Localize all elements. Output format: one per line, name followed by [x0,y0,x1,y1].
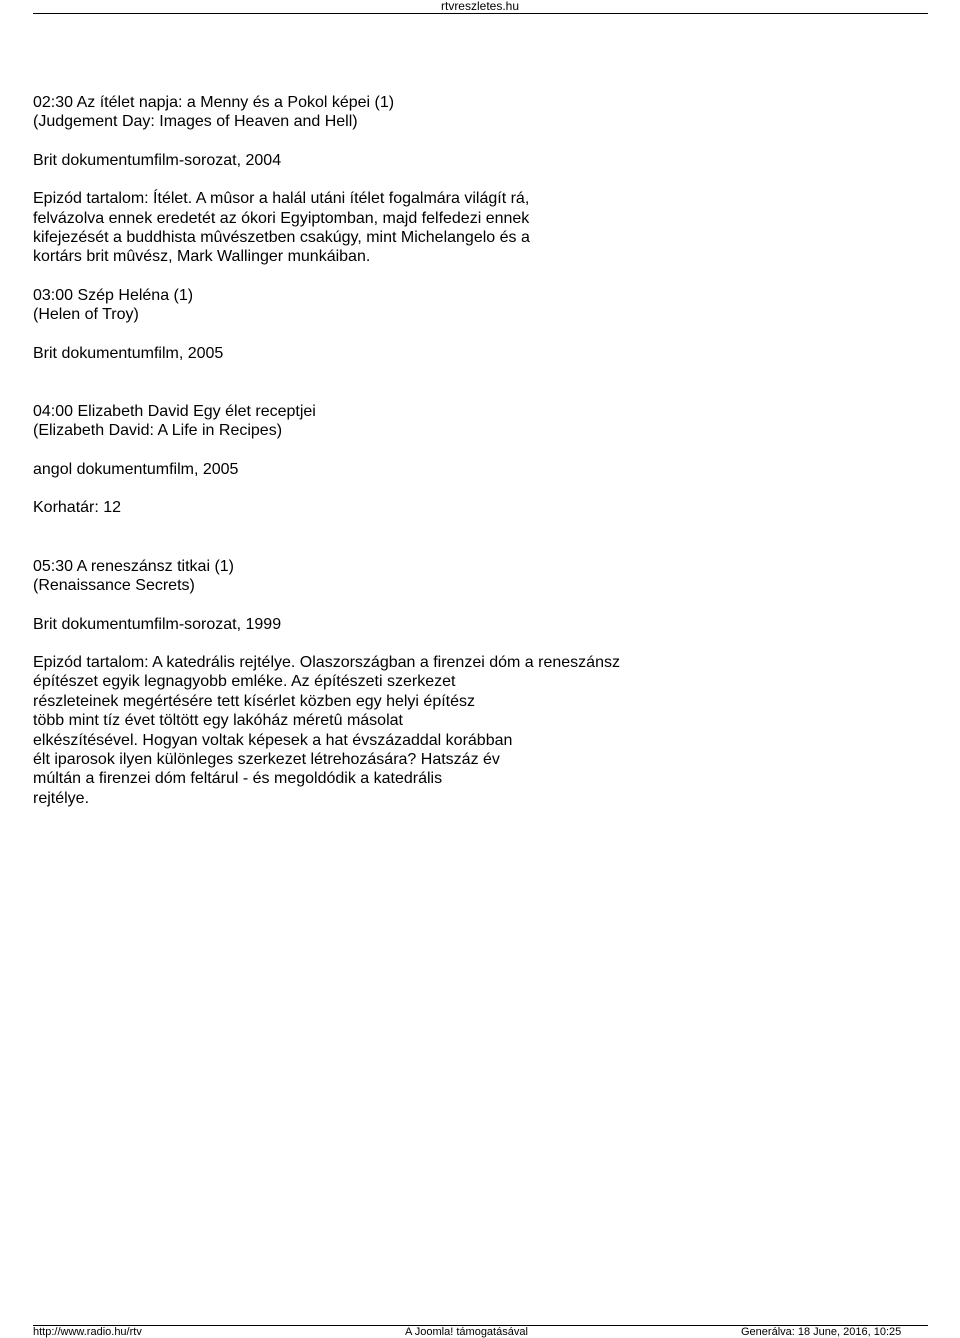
program-info: Brit dokumentumfilm, 2005 [33,344,224,362]
program-description: Epizód tartalom: Ítélet. A mûsor a halál utáni ítélet fogalmára világít rá, felvázolva ennek eredetét az ókori Egyiptomban, majd felfedezi ennek kifejezését a buddhista mûvészetben csakúgy, mint Michelangelo és a kortárs brit mûvész, Mark Wallinger munkáiban. [33,190,530,266]
program-title: 02:30 Az ítélet napja: a Menny és a Pokol képei (1) [33,94,395,111]
program-info: angol dokumentumfilm, 2005 [33,460,239,478]
page-footer [0,1326,960,1338]
program-info: Brit dokumentumfilm-sorozat, 2004 [33,151,282,169]
program-rating: Korhatár: 12 [33,499,122,517]
program-title: 05:30 A reneszánsz titkai (1) [33,557,234,575]
site-name: rtvreszletes.hu [440,0,520,13]
program-info: Brit dokumentumfilm-sorozat, 1999 [33,615,282,633]
header-divider [33,13,928,14]
program-entry [33,557,933,808]
program-original-title: (Renaissance Secrets) [33,577,195,595]
program-original-title: (Elizabeth David: A Life in Recipes) [33,422,283,440]
program-title: 04:00 Elizabeth David Egy élet receptjei [33,403,316,421]
program-entry [33,402,933,518]
footer-powered-by: A Joomla! támogatásával [405,1326,528,1338]
program-entry [33,93,933,267]
program-description: Epizód tartalom: A katedrális rejtélye. Olaszországban a firenzei dóm a reneszánsz építészet egyik legnagyobb emléke. Az építészeti szerkezet részleteinek megértésére tett kísérlet közben egy helyi építész több mint tíz évet töltött egy lakóház méretû másolat elkészítésével. Hogyan voltak képesek a hat évszázaddal korábban élt iparosok ilyen különleges szerkezet létrehozására? Hatszáz év múltán a firenzei dóm feltárul - és megoldódik a katedrális rejtélye. [33,653,620,807]
footer-url: http://www.radio.hu/rtv [33,1326,142,1338]
program-original-title: (Helen of Troy) [33,306,139,324]
program-entry [33,286,933,363]
program-title: 03:00 Szép Heléna (1) [33,286,194,304]
program-listing [33,93,933,808]
footer-generated-date: Generálva: 18 June, 2016, 10:25 [741,1326,902,1338]
program-original-title: (Judgement Day: Images of Heaven and Hell) [33,113,358,131]
